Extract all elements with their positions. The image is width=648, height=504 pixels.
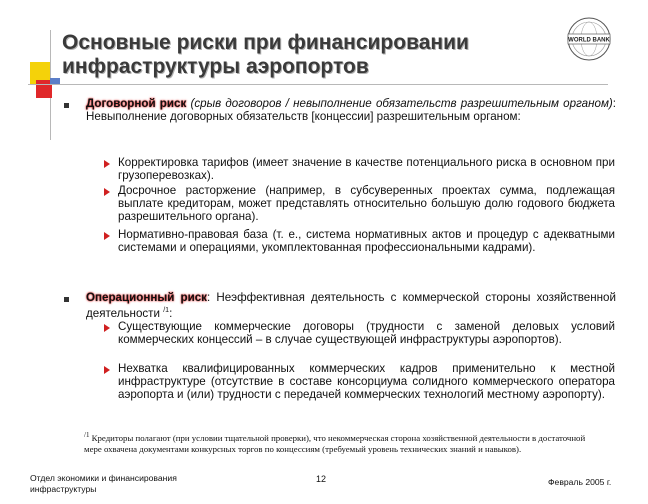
operational-risk-tail: : <box>169 307 173 321</box>
operational-risk-text: : Неэффективная деятельность с коммерческой стороны хозяйственной деятельности <box>86 291 616 321</box>
bullet-arrow-icon <box>104 324 110 332</box>
bullet-arrow-icon <box>104 160 110 168</box>
footnote-text: Кредиторы полагают (при условии тщательной проверки), что некоммерческая сторона хозяйственной деятельности в достаточной мере охвачена документами конкурсных торгов по концессиям (требуемый уровень технических знаний и навыков). <box>84 432 586 454</box>
bullet-arrow-icon <box>104 188 110 196</box>
slide-title <box>62 31 469 79</box>
operational-risk-paragraph <box>86 291 616 320</box>
contract-item-1: Корректировка тарифов (имеет значение в качестве потенциального риска в основном при грузоперевозках). <box>118 156 615 183</box>
bullet-arrow-icon <box>104 232 110 240</box>
logo-text: WORLD BANK <box>568 37 610 44</box>
bullet-square-icon <box>64 297 69 302</box>
contract-item-2: Досрочное расторжение (например, в субсуверенных проектах сумма, подлежащая выплате кредиторам, может представлять относительно большую долю годового бюджета разрешительного органа). <box>118 184 615 224</box>
bullet-square-icon <box>64 103 69 108</box>
operational-footnote-mark: /1 <box>163 307 170 315</box>
footnote-mark: /1 <box>84 431 90 439</box>
footer-department: Отдел экономики и финансирования инфраструктуры <box>30 473 177 494</box>
footnote <box>84 430 604 455</box>
footer-date: Февраль 2005 г. <box>548 477 612 487</box>
operational-item-2: Нехватка квалифицированных коммерческих кадров применительно к местной инфраструктуре (отсутствие в составе консорциума солидного коммерческого оператора аэропорта и (или) трудности с передачей коммерческих технологий местному аэропорту). <box>118 362 615 402</box>
world-bank-logo <box>566 16 612 62</box>
page-number: 12 <box>316 474 327 484</box>
contract-item-3: Нормативно-правовая база (т. е., система нормативных актов и процедур с адекватными системами и операциями, укомплектованная профессиональными кадрами). <box>118 228 615 255</box>
operational-risk-term: Операционный риск <box>86 291 207 304</box>
title-line-2: инфраструктуры аэропортов <box>62 55 369 78</box>
bullet-arrow-icon <box>104 366 110 374</box>
contract-risk-paragraph <box>86 97 616 123</box>
title-line-1: Основные риски при финансировании <box>62 31 469 54</box>
contract-risk-parens: (срыв договоров / невыполнение обязательств разрешительным органом) <box>190 97 613 110</box>
decor-horizontal-line <box>28 84 608 85</box>
contract-risk-term: Договорной риск <box>86 97 187 110</box>
contract-risk-text: : Невыполнение договорных обязательств [концессии] разрешительным органом: <box>86 97 616 124</box>
operational-item-1: Существующие коммерческие договоры (трудности с заменой деловых условий коммерческих концессий – в случае существующей инфраструктуры аэропортов). <box>118 320 615 347</box>
